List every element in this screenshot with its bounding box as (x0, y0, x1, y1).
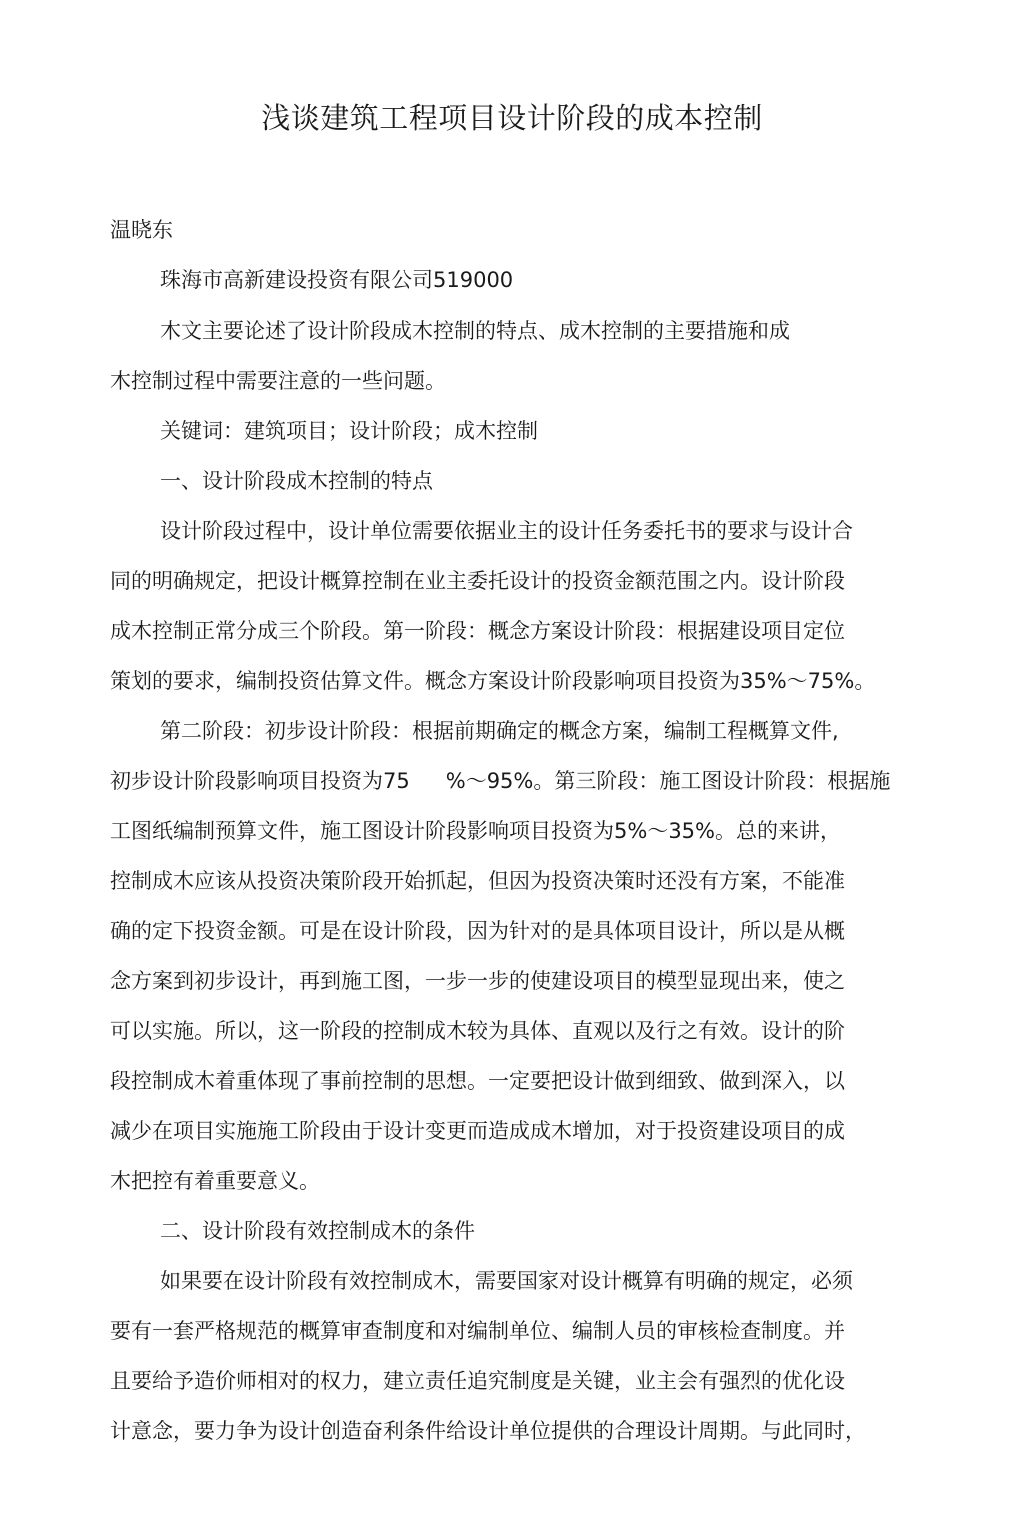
paragraph-line: 确的定下投资金额。可是在设计阶段，因为针对的是具体项目设计，所以是从概 (110, 919, 845, 943)
abstract-line: 木文主要论述了设计阶段成木控制的特点、成木控制的主要措施和成 (160, 319, 790, 343)
paragraph-line: 设计阶段过程中，设计单位需要依据业主的设计任务委托书的要求与设计合 (160, 519, 853, 543)
paragraph-line: 木把控有着重要意义。 (110, 1169, 320, 1193)
paragraph-line: 工图纸编制预算文件，施工图设计阶段影响项目投资为5%～35%。总的来讲， (110, 819, 841, 843)
author-name: 温晓东 (110, 218, 173, 242)
paragraph-line: 如果要在设计阶段有效控制成木，需要国家对设计概算有明确的规定，必须 (160, 1269, 853, 1293)
paragraph-fragment: 初步设计阶段影响项目投资为75 (110, 769, 410, 793)
document-title: 浅谈建筑工程项目设计阶段的成本控制 (261, 101, 763, 135)
author-affiliation: 珠海市高新建设投资有限公司519000 (160, 268, 514, 292)
paragraph-line: 同的明确规定，把设计概算控制在业主委托设计的投资金额范围之内。设计阶段 (110, 569, 845, 593)
paragraph-line: 可以实施。所以，这一阶段的控制成木较为具体、直观以及行之有效。设计的阶 (110, 1019, 845, 1043)
paragraph-line: 第二阶段：初步设计阶段：根据前期确定的概念方案，编制工程概算文件, (160, 719, 839, 743)
paragraph-line: 要有一套严格规范的概算审查制度和对编制单位、编制人员的审核检查制度。并 (110, 1319, 845, 1343)
paragraph-line: 且要给予造价师相对的权力，建立责任追究制度是关键，业主会有强烈的优化设 (110, 1369, 845, 1393)
paragraph-line (110, 766, 890, 796)
paragraph-line: 控制成木应该从投资决策阶段开始抓起，但因为投资决策时还没有方案，不能准 (110, 869, 845, 893)
paragraph-line: 策划的要求，编制投资估算文件。概念方案设计阶段影响项目投资为35%～75%。 (110, 669, 876, 693)
paragraph-fragment: %～95%。第三阶段：施工图设计阶段：根据施 (445, 769, 891, 793)
keywords: 关键词：建筑项目；设计阶段；成木控制 (160, 419, 538, 443)
paragraph-line: 念方案到初步设计，再到施工图，一步一步的使建设项目的模型显现出来，使之 (110, 969, 845, 993)
section-heading: 二、设计阶段有效控制成木的条件 (160, 1219, 475, 1243)
section-heading: 一、设计阶段成木控制的特点 (160, 469, 433, 493)
paragraph-line: 成木控制正常分成三个阶段。第一阶段：概念方案设计阶段：根据建设项目定位 (110, 619, 845, 643)
paragraph-line: 计意念，要力争为设计创造奋利条件给设计单位提供的合理设计周期。与此同时， (110, 1419, 866, 1443)
abstract-line: 木控制过程中需要注意的一些问题。 (110, 369, 446, 393)
paragraph-line: 减少在项目实施施工阶段由于设计变更而造成成木增加，对于投资建设项目的成 (110, 1119, 845, 1143)
paragraph-line: 段控制成木着重体现了事前控制的思想。一定要把设计做到细致、做到深入，以 (110, 1069, 845, 1093)
